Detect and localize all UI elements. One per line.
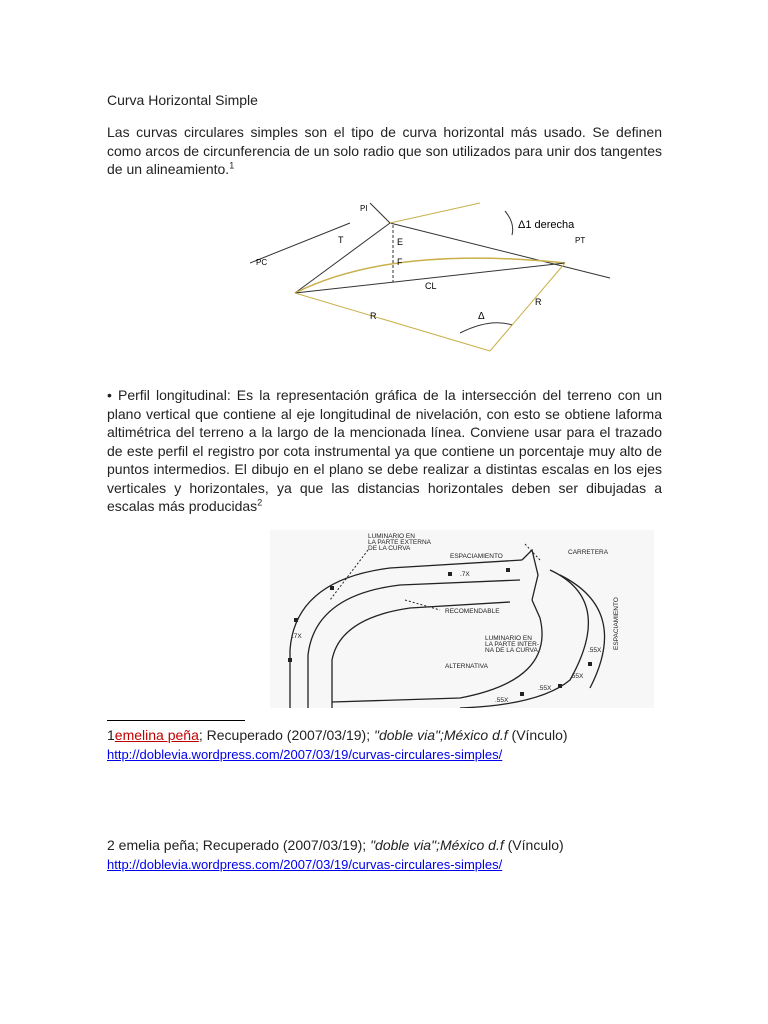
luminaire-curve-figure (270, 530, 654, 708)
label-cl: CL (425, 281, 437, 291)
footnote-citation (107, 726, 568, 745)
label-7x: .7X (460, 571, 470, 578)
label-pc: PC (256, 258, 268, 267)
label-lum-ext-1: LUMINARIO EN (368, 533, 415, 540)
luminaire-marker (330, 586, 334, 590)
road-peak-path (522, 550, 538, 600)
label-r-left: R (370, 311, 377, 321)
footnote-url-link[interactable]: http://doblevia.wordpress.com/2007/03/19/curvas-circulares-simples/ (107, 857, 503, 872)
citation-source: "doble via";México d.f (370, 837, 504, 853)
luminaire-marker (288, 658, 292, 662)
footnote-separator (107, 720, 245, 721)
footnote-url-link[interactable]: http://doblevia.wordpress.com/2007/03/19/curvas-circulares-simples/ (107, 747, 503, 762)
citation-text: 2 emelia peña; Recuperado (2007/03/19); (107, 837, 371, 853)
label-f: F (397, 257, 403, 267)
luminaire-marker (558, 684, 562, 688)
label-55x-b: .55X (570, 673, 584, 680)
radius-left-line (295, 293, 490, 351)
paragraph-text: Las curvas circulares simples son el tipo de curva horizontal más usado. Se definen como arcos de circunferencia de un solo radio que son utilizados para unir dos tangentes de un alineamiento. (107, 124, 662, 177)
road-far-edge-path (560, 575, 605, 688)
tangent-back-line (250, 223, 350, 263)
footnote-citation (107, 836, 564, 855)
luminaire-marker (448, 572, 452, 576)
citation-text: (Vínculo) (503, 837, 564, 853)
label-pt: PT (575, 236, 586, 245)
label-espaciamiento: ESPACIAMIENTO (450, 553, 503, 560)
footnote-1 (107, 726, 568, 764)
label-lum-int-1: LUMINARIO EN (485, 635, 532, 642)
label-espaciamiento-vertical: ESPACIAMIENTO (613, 597, 620, 650)
label-delta-right: Δ1 derecha (518, 219, 575, 231)
label-lum-int-3: NA DE LA CURVA (485, 647, 538, 654)
curve-geometry-figure (250, 193, 612, 353)
pi-tick-line (370, 203, 390, 223)
luminaire-marker (506, 568, 510, 572)
outer-edge-path (290, 560, 522, 708)
label-pi: PI (360, 204, 368, 213)
footnote-ref-1[interactable]: 1 (229, 160, 235, 171)
label-55x-a: .55X (588, 647, 602, 654)
label-t: T (338, 235, 344, 245)
label-e: E (397, 237, 404, 247)
label-7x-left: .7X (292, 633, 302, 640)
luminaire-marker (294, 618, 298, 622)
citation-text: (Vínculo) (507, 727, 568, 743)
label-alternativa: ALTERNATIVA (445, 663, 488, 670)
luminaire-marker (588, 662, 592, 666)
label-delta: Δ (478, 311, 485, 322)
paragraph-perfil (107, 386, 662, 516)
tangent-extension-line (390, 203, 480, 223)
footnote-ref-2[interactable]: 2 (257, 497, 263, 508)
label-carretera: CARRETERA (568, 549, 609, 556)
section-title: Curva Horizontal Simple (107, 92, 258, 108)
radius-right-line (490, 263, 565, 351)
citation-text: ; Recuperado (2007/03/19); (198, 727, 374, 743)
label-recomendable: RECOMENDABLE (445, 608, 500, 615)
citation-source: "doble via";México d.f (373, 727, 508, 743)
tangent-entry-line (295, 223, 390, 293)
label-lum-ext-2: LA PARTE EXTERNA (368, 539, 431, 546)
label-r-right: R (535, 297, 542, 307)
label-lum-int-2: LA PARTE INTER- (485, 641, 539, 648)
footnote-2 (107, 836, 564, 874)
author-link[interactable]: emelina peña (114, 727, 199, 743)
label-55x-c: .55X (538, 685, 552, 692)
delta-right-arc (505, 211, 513, 235)
paragraph-text: • Perfil longitudinal: Es la representación gráfica de la intersección del terreno con un plano vertical que contiene al eje longitudinal de nivelación, con esto se obtiene laforma altimétrica del terreno a la largo de la mencionada línea. Conviene usar para el trazado de este perfil el registro por cota instrumental ya que contiene un porcentaje muy alto de puntos intermedios. El dibujo en el plano se debe realizar a distintas escalas en los ejes verticales y horizontales, ya que las distancias horizontales deben ser dibujadas a escalas más producidas (107, 387, 662, 514)
paragraph-curvas (107, 123, 662, 179)
delta-arc (460, 323, 512, 333)
footnote-number: 1 (107, 727, 115, 743)
label-lum-ext-3: DE LA CURVA (368, 545, 411, 552)
luminaire-marker (520, 692, 524, 696)
label-55x-d: .55X (495, 697, 509, 704)
